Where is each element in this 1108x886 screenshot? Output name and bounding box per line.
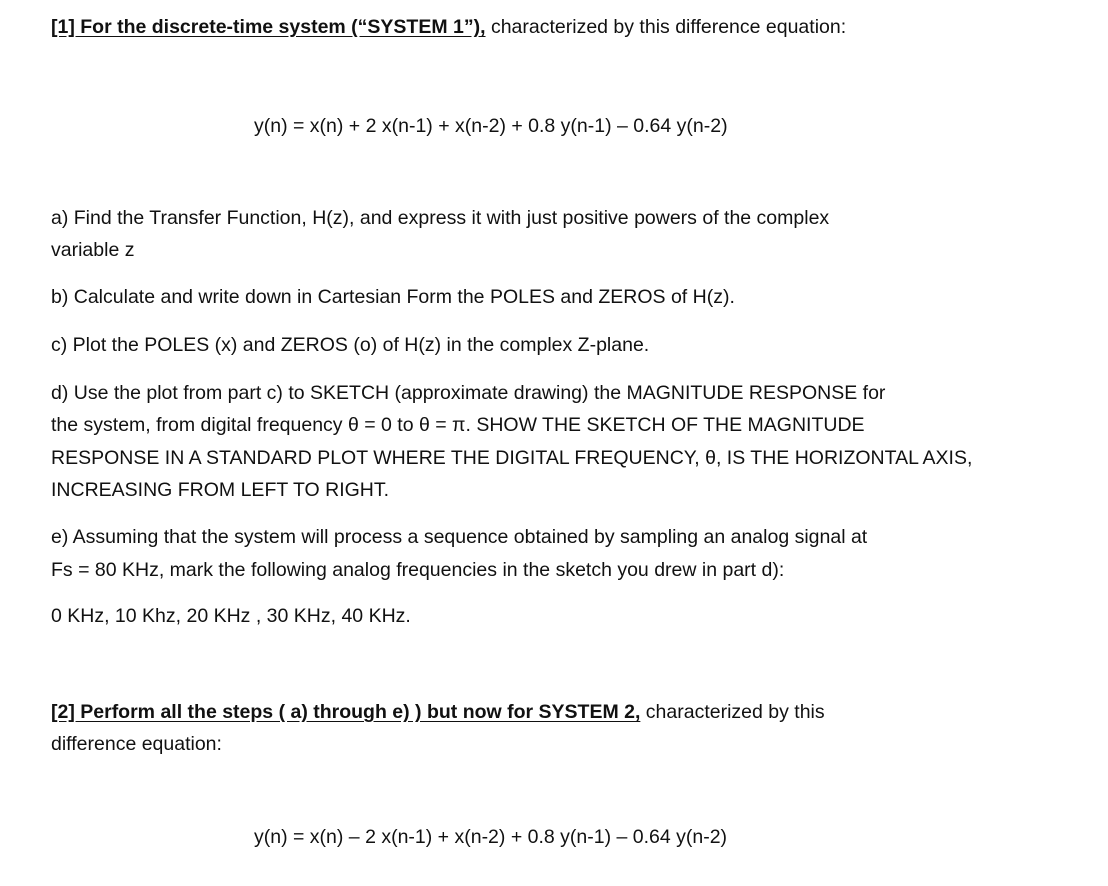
part-d-line-4: INCREASING FROM LEFT TO RIGHT. [51,479,390,501]
part-e-line-2: Fs = 80 KHz, mark the following analog frequencies in the sketch you drew in part d): [51,559,785,581]
problem-2-heading-underlined: [2] Perform all the steps ( a) through e) ) but now for SYSTEM 2, [51,701,641,723]
problem-1-heading-rest: characterized by this difference equation: [485,16,847,38]
problem-2-heading-line-2: difference equation: [51,733,222,755]
part-c: c) Plot the POLES (x) and ZEROS (o) of H(z) in the complex Z-plane. [51,334,650,356]
part-a-line-1: a) Find the Transfer Function, H(z), and express it with just positive powers of the complex [51,207,830,229]
problem-2-heading [51,699,825,725]
problem-2-heading-rest: characterized by this [640,701,825,723]
part-d-line-3: RESPONSE IN A STANDARD PLOT WHERE THE DIGITAL FREQUENCY, θ, IS THE HORIZONTAL AXIS, [51,447,973,469]
part-a-line-2: variable z [51,239,135,261]
system-1-equation: y(n) = x(n) + 2 x(n-1) + x(n-2) + 0.8 y(n-1) – 0.64 y(n-2) [254,115,728,137]
part-e-line-1: e) Assuming that the system will process a sequence obtained by sampling an analog signal at [51,526,868,548]
problem-1-heading [51,14,846,40]
problem-1-heading-underlined: [1] For the discrete-time system (“SYSTEM 1”), [51,16,486,38]
part-b: b) Calculate and write down in Cartesian Form the POLES and ZEROS of H(z). [51,286,735,308]
part-d-line-2: the system, from digital frequency θ = 0 to θ = π. SHOW THE SKETCH OF THE MAGNITUDE [51,414,865,436]
analog-frequencies: 0 KHz, 10 Khz, 20 KHz , 30 KHz, 40 KHz. [51,605,411,627]
part-d-line-1: d) Use the plot from part c) to SKETCH (approximate drawing) the MAGNITUDE RESPONSE for [51,382,886,404]
system-2-equation: y(n) = x(n) – 2 x(n-1) + x(n-2) + 0.8 y(n-1) – 0.64 y(n-2) [254,826,728,848]
